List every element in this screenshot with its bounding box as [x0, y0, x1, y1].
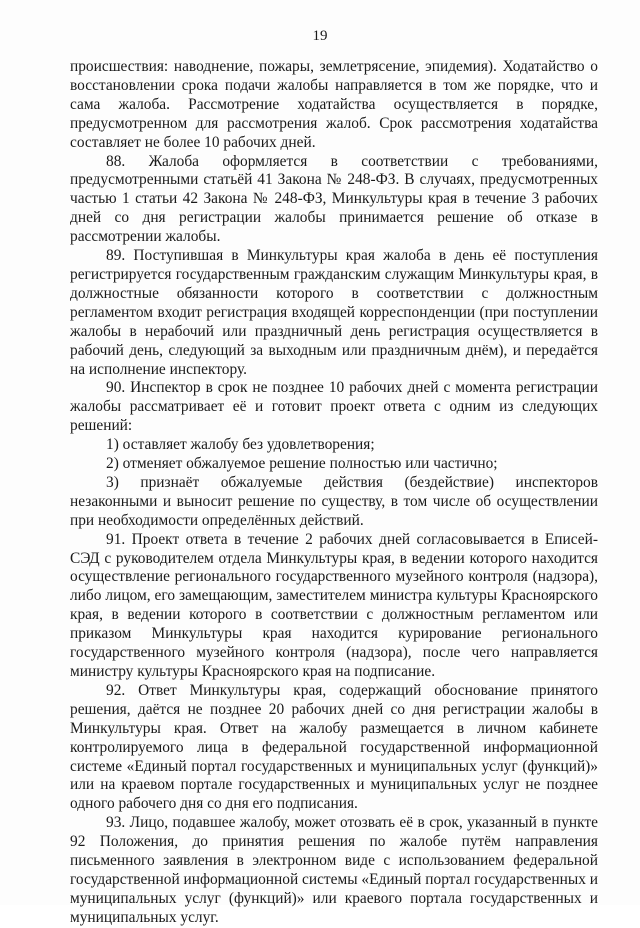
- page-number: 19: [312, 28, 328, 44]
- paragraph-continuation: происшествия: наводнение, пожары, землетрясение, эпидемия). Ходатайство о восстановлении срока подачи жалобы направляется в том же порядке, что и сама жалоба. Рассмотрение ходатайства осуществляется в порядке, предусмотренном для рассмотрения жалоб. Срок рассмотрения ходатайства составляет не более 10 рабочих дней.: [70, 58, 598, 151]
- list-item-3: 3) признаёт обжалуемые действия (бездействие) инспекторов незаконными и выносит решение по существу, в том числе об осуществлении при необходимости определённых действий.: [70, 473, 598, 529]
- paragraph-88: 88. Жалоба оформляется в соответствии с требованиями, предусмотренными статьёй 41 Закона № 248-ФЗ. В случаях, предусмотренных частью 1 статьи 42 Закона № 248-ФЗ, Минкультуры края в течение 3 рабочих дней со дня регистрации жалобы принимается решение об отказе в рассмотрении жалобы.: [70, 152, 598, 246]
- paragraph-91: 91. Проект ответа в течение 2 рабочих дней согласовывается в Еписей-СЭД с руководителем отдела Минкультуры края, в ведении которого находится осуществление регионального государственного музейного контроля (надзора), либо лицом, его замещающим, заместителем министра культуры Красноярского края, в ведении которого в соответствии с должностным регламентом или приказом Минкультуры края находится курирование регионального государственного музейного контроля (надзора), после чего направляется министру культуры Красноярского края на подписание.: [70, 530, 598, 680]
- paragraph-90: 90. Инспектор в срок не позднее 10 рабочих дней с момента регистрации жалобы рассматривает её и готовит проект ответа с одним из следующих решений:: [70, 379, 598, 435]
- document-body: [70, 58, 598, 928]
- paragraph-89: 89. Поступившая в Минкультуры края жалоба в день её поступления регистрируется государственным гражданским служащим Минкультуры края, в должностные обязанности которого в соответствии с должностным регламентом входит регистрация входящей корреспонденции (при поступлении жалобы в нерабочий или праздничный день регистрация осуществляется в рабочий день, следующий за выходным или праздничным днём), и передаётся на исполнение инспектору.: [70, 247, 598, 378]
- paragraph-92: 92. Ответ Минкультуры края, содержащий обоснование принятого решения, даётся не позднее 20 рабочих дней со дня регистрации жалобы в Минкультуры края. Ответ на жалобу размещается в личном кабинете контролируемого лица в федеральной государственной информационной системе «Единый портал государственных и муниципальных услуг (функций)» или на краевом портале государственных и муниципальных услуг не позднее одного рабочего дня со дня его подписания.: [70, 681, 598, 813]
- list-item-1: 1) оставляет жалобу без удовлетворения;: [106, 436, 375, 454]
- paragraph-93: 93. Лицо, подавшее жалобу, может отозвать её в срок, указанный в пункте 92 Положения, до принятия решения по жалобе путём направления письменного заявления в электронном виде с использованием федеральной государственной информационной системы «Единый портал государственных и муниципальных услуг (функций)» или краевого портала государственных и муниципальных услуг.: [70, 814, 598, 926]
- list-item-2: 2) отменяет обжалуемое решение полностью или частично;: [106, 455, 498, 473]
